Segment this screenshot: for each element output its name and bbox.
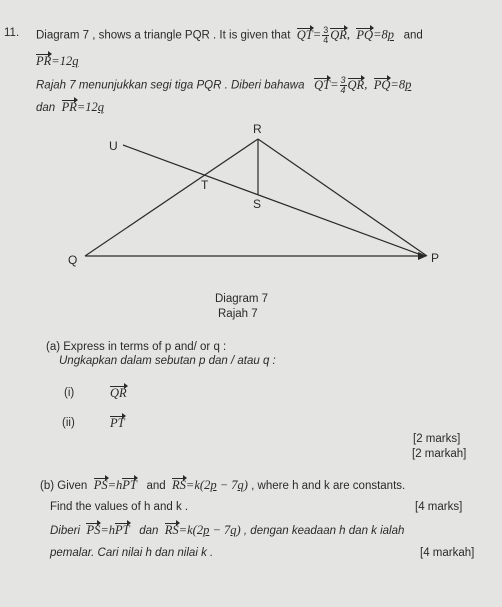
vector-q: q [72,54,79,68]
vector-qr: QR [347,77,365,92]
vector-p: p [210,478,217,492]
vector-q: q [230,523,237,537]
vector-q: q [237,478,244,492]
part-a-item-i: (i) [64,387,75,399]
line-rp [258,139,427,256]
intro-text-ms: Rajah 7 menunjukkan segi tiga PQR . Diberi bahawa [36,79,305,92]
part-b-find-en: Find the values of h and k . [50,501,189,513]
part-a-marks-ms: [2 markah] [412,448,467,460]
label-r: R [253,122,262,136]
coef-8: 8 [398,77,406,92]
part-a-item-ii-vector [110,416,125,431]
equals-sign: = [185,478,195,492]
close-bracket: ) [243,478,248,492]
diagram-caption-ms: Rajah 7 [218,308,258,320]
equals-sign: = [76,100,86,114]
given-word: (b) Given [40,480,88,492]
vector-p: p [203,523,210,537]
question-number: 11. [4,27,20,39]
constant-h: h [116,478,123,492]
part-b-marks-ms: [4 markah] [420,547,475,559]
part-b-find-ms: pemalar. Cari nilai h dan nilai k . [50,547,214,559]
vector-pr: PR [36,54,52,68]
numerator: 3 [323,25,329,35]
open-bracket: (2 [199,478,211,492]
label-p: P [431,251,440,265]
vector-rs: RS [164,523,179,537]
where-clause-ms: , dengan keadaan h dan k ialah [243,525,405,537]
equals-sign: = [100,523,109,537]
and-word: and [146,480,166,492]
coef-12: 12 [85,100,98,114]
part-a-prompt-ms: Ungkapkan dalam sebutan p dan / atau q : [59,355,276,367]
vector-pt: PT [115,523,130,537]
part-b-given-ms [50,523,404,538]
vector-qt: QT [314,77,331,92]
label-u: U [109,139,118,153]
vector-p: p [387,27,395,42]
vector-pq: PQ [373,77,391,92]
label-t: T [201,178,209,192]
vector-pt: PT [122,478,137,492]
minus-seven: − 7 [216,478,238,492]
part-a-prompt-en: (a) Express in terms of p and/ or q : [46,341,227,353]
vector-q: q [97,100,105,114]
constant-k: k [194,478,200,492]
minus-seven: − 7 [209,523,231,537]
line-qr [85,139,258,256]
vector-rs: RS [172,478,186,492]
coef-12: 12 [59,54,73,68]
vector-pt: PT [110,416,125,430]
intro-text-en: Diagram 7 , shows a triangle PQR . It is given that [36,29,291,42]
diagram-caption-en: Diagram 7 [215,293,269,305]
denominator: 4 [340,85,346,95]
comma: , [346,27,351,42]
part-b-marks-en: [4 marks] [415,501,463,513]
dan-word: dan [139,525,159,537]
vector-ps: PS [93,478,108,492]
part-b-given-en [40,478,405,493]
part-a-item-i-vector [110,386,127,401]
equals-sign: = [373,27,382,42]
and-word: and [403,29,423,42]
coef-8: 8 [381,27,388,42]
vector-qt: QT [296,27,313,42]
equals-sign: = [390,77,399,92]
line-pu [123,145,424,256]
diberi-word: Diberi [50,525,81,537]
open-bracket: (2 [192,523,204,537]
part-a-marks-en: [2 marks] [413,433,461,445]
comma: , [364,77,368,92]
dan-word: dan [36,102,56,114]
constant-k: k [187,523,193,537]
vector-pr: PR [61,100,77,114]
where-clause-en: , where h and k are constants. [251,480,406,492]
equals-sign: = [178,523,188,537]
vector-p: p [405,77,412,92]
equals-sign: = [330,77,339,92]
numerator: 3 [340,75,346,85]
vector-qr: QR [330,27,347,42]
equals-sign: = [312,27,322,42]
vector-qr: QR [110,386,127,400]
constant-h: h [108,523,116,537]
part-a-item-ii: (ii) [62,417,75,429]
denominator: 4 [323,35,329,45]
close-bracket: ) [236,523,241,537]
vector-pq: PQ [356,27,374,42]
equals-sign: = [107,478,117,492]
equals-sign: = [51,54,60,68]
vector-ps: PS [86,523,101,537]
label-s: S [253,197,262,211]
label-q: Q [68,253,78,267]
